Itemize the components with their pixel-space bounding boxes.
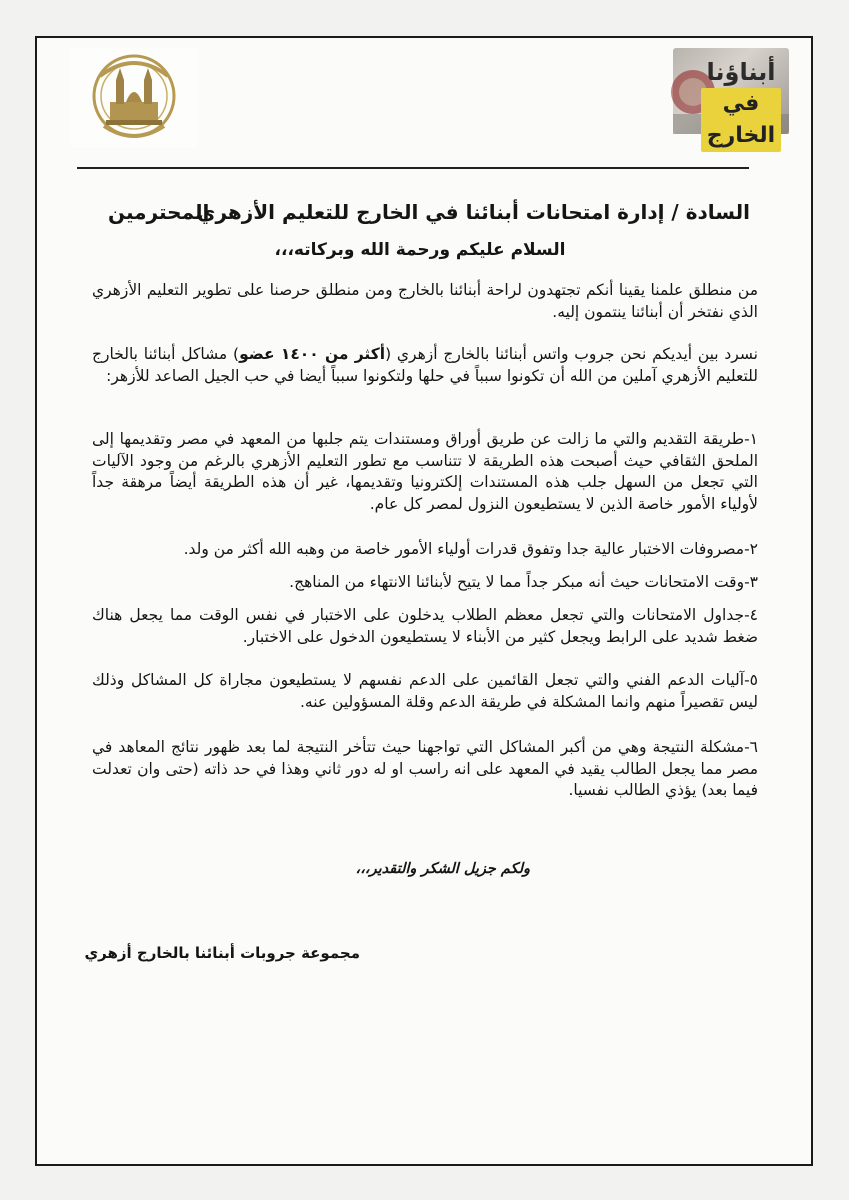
addressee-line [90,200,750,232]
problem-5: ٥-آليات الدعم الفني والتي تجعل القائمين على الدعم نفسهم لا يستطيعون مجاراة كل المشاكل وذلك ليس تقصيراً منهم وانما المشكلة في طريقة الدعم وقلة المسؤولين عنه. [92,671,758,711]
logo-line-1: أبناؤنا [706,58,776,86]
al-azhar-emblem-icon [70,48,198,148]
member-count: أكثر من ١٤٠٠ عضو [239,345,386,363]
al-azhar-logo [70,48,198,148]
problem-1: ١-طريقة التقديم والتي ما زالت عن طريق أوراق ومستندات يتم جلبها من المعهد في مصر وتقديمها إلى الملحق الثقافي حيث أصبحت هذه الطريقة لا تتناسب مع تطور التعليم الأزهري بالرغم من وجود الآليات التي تجعل من السهل جلب هذه المستندات إلكترونيا وتقديمها، غير أن هذه الطريقة أيضاً مرهقة جداً لأولياء الأمور خاصة الذين لا يستطيعون النزول لمصر كل عام. [92,430,758,513]
problem-4: ٤-جداول الامتحانات والتي تجعل معظم الطلاب يدخلون على الاختبار في نفس الوقت مما يجعل هناك ضغط شديد على الرابط ويجعل كثير من الأبناء لا يستطيعون الدخول على الاختبار. [92,606,758,646]
closing-thanks: ولكم جزيل الشكر والتقدير،،، [355,860,530,877]
problem-2: ٢-مصروفات الاختبار عالية جدا وتفوق قدرات أولياء الأمور خاصة من وهبه الله أكثر من ولد. [183,540,758,558]
logo-wordmark [701,56,781,152]
respect-title: المحترمين [108,200,210,224]
addressee: السادة / إدارة امتحانات أبنائنا في الخارج للتعليم الأزهري [197,200,750,224]
group-intro-paragraph [92,344,758,387]
header-divider [77,167,749,169]
intro-paragraph: من منطلق علمنا يقينا أنكم تجتهدون لراحة أبنائنا بالخارج ومن منطلق حرصنا على تطوير التعليم الأزهري الذي نفتخر أن أبنائنا ينتمون إليه. [92,281,758,321]
logo-line-2: في الخارج [701,88,781,152]
abnaouna-abroad-logo [673,48,789,148]
problem-6: ٦-مشكلة النتيجة وهي من أكبر المشاكل التي تواجهنا حيث تتأخر النتيجة لما بعد ظهور نتائج المعاهد في مصر مما يجعل الطالب يقيد في المعهد على انه راسب او له دور ثاني وهذا في حد ذاته (حتى وان تعدلت فيما بعد) يؤذي الطالب نفسيا. [92,738,758,799]
group-intro-before: نسرد بين أيديكم نحن جروب واتس أبنائنا بالخارج أزهري ( [385,345,758,363]
group-intro-after: ) مشاكل أبنائنا بالخارج للتعليم الأزهري آملين من الله أن تكونوا سبباً في حلها ولتكونوا سبباً أيضا في حب الجيل الصاعد للأزهر: [92,345,758,385]
greeting: السلام عليكم ورحمة الله وبركاته،،، [274,240,566,260]
problem-3: ٣-وقت الامتحانات حيث أنه مبكر جداً مما لا يتيح لأبنائنا الانتهاء من المناهج. [289,573,758,591]
signature: مجموعة جروبات أبنائنا بالخارج أزهري [84,944,360,962]
